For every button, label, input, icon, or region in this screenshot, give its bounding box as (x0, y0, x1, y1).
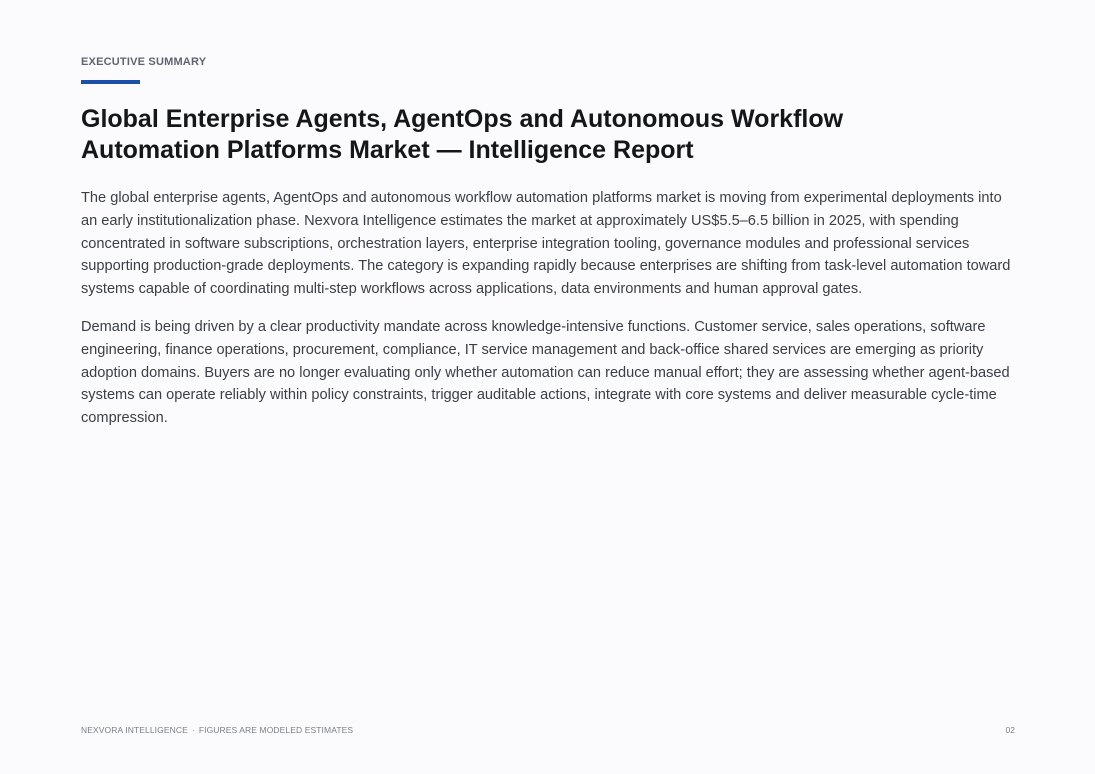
accent-bar (81, 80, 140, 84)
footer-brand: NEXVORA INTELLIGENCE (81, 725, 188, 735)
page-title: Global Enterprise Agents, AgentOps and Autonomous Workflow Automation Platforms Market — Intelligence Report (81, 105, 844, 164)
page-number: 02 (1005, 725, 1015, 735)
report-page (81, 0, 1015, 774)
footer-separator: · (191, 725, 195, 735)
summary-paragraph-2: Demand is being driven by a clear productivity mandate across knowledge-intensive functions. Customer service, sales operations, software engineering, finance operations, procurement, compliance, IT service management and back-office shared services are emerging as priority adoption domains. Buyers are no longer evaluating only whether automation can reduce manual effort; they are assessing whether agent-based systems can operate reliably within policy constraints, trigger auditable actions, integrate with core systems and deliver measurable cycle-time compression. (81, 318, 1010, 427)
footer-note (81, 725, 353, 735)
footer-disclaimer: FIGURES ARE MODELED ESTIMATES (198, 725, 354, 735)
summary-body (81, 187, 1015, 445)
summary-paragraph-1: The global enterprise agents, AgentOps and autonomous workflow automation platforms market is moving from experimental deployments into an early institutionalization phase. Nexvora Intelligence estimates the market at approximately US$5.5–6.5 billion in 2025, with spending concentrated in software subscriptions, orchestration layers, enterprise integration tooling, governance modules and professional services supporting production-grade deployments. The category is expanding rapidly because enterprises are shifting from task-level automation toward systems capable of coordinating multi-step workflows across applications, data environments and human approval gates. (81, 190, 1011, 298)
section-label: EXECUTIVE SUMMARY (81, 56, 207, 68)
